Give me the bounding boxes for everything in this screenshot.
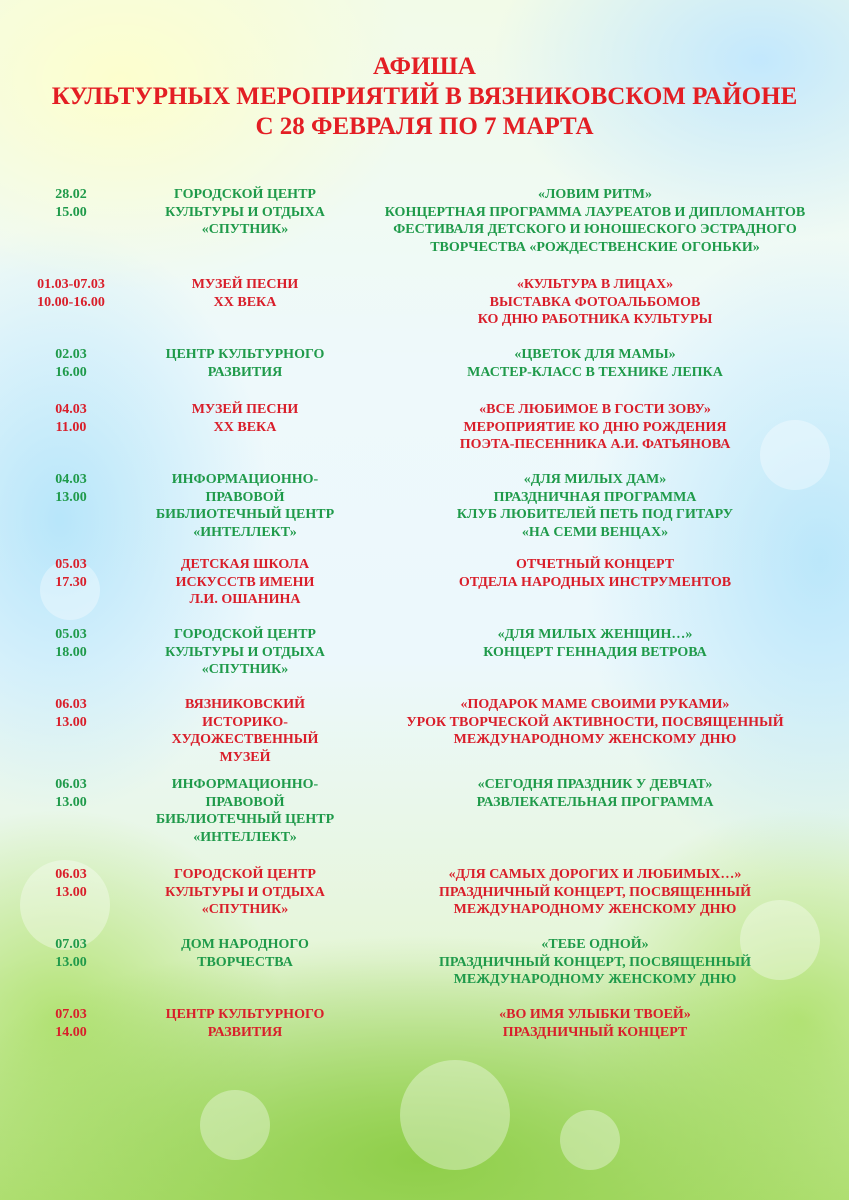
event-date-line: 18.00	[55, 644, 87, 660]
event-desc	[355, 776, 835, 811]
event-desc-line: ВЫСТАВКА ФОТОАЛЬБОМОВ	[489, 294, 701, 310]
event-date-line: 10.00-16.00	[37, 294, 105, 310]
event-venue-line: ПРАВОВОЙ	[205, 489, 285, 505]
event-venue-line: ИСКУССТВ ИМЕНИ	[175, 574, 315, 590]
event-venue-line: РАЗВИТИЯ	[207, 1024, 283, 1040]
event-date-line: 05.03	[55, 557, 87, 572]
event-date-line: 01.03-07.03	[37, 277, 105, 292]
event-venue-line: БИБЛИОТЕЧНЫЙ ЦЕНТР	[155, 812, 335, 827]
event-date	[20, 776, 122, 811]
event-desc	[355, 626, 835, 661]
bokeh-decoration	[560, 1110, 620, 1170]
event-date-line: 13.00	[55, 884, 87, 900]
event-date	[20, 556, 122, 591]
event-desc-line: «ЦВЕТОК ДЛЯ МАМЫ»	[514, 347, 676, 362]
event-date	[20, 936, 122, 971]
event-date	[20, 1006, 122, 1041]
event-desc	[355, 471, 835, 541]
event-venue	[140, 401, 350, 436]
event-venue	[140, 471, 350, 541]
event-date-line: 14.00	[55, 1024, 87, 1040]
event-venue-line: БИБЛИОТЕЧНЫЙ ЦЕНТР	[155, 507, 335, 522]
event-date-line: 07.03	[55, 1007, 87, 1022]
event-venue-line: «СПУТНИК»	[201, 222, 289, 237]
bokeh-decoration	[400, 1060, 510, 1170]
event-date-line: 13.00	[55, 489, 87, 505]
event-venue-line: КУЛЬТУРЫ И ОТДЫХА	[165, 644, 325, 660]
event-desc-line: «ВО ИМЯ УЛЫБКИ ТВОЕЙ»	[499, 1007, 691, 1022]
event-desc-line: «ВСЕ ЛЮБИМОЕ В ГОСТИ ЗОВУ»	[479, 402, 711, 417]
title-line: С 28 ФЕВРАЛЯ ПО 7 МАРТА	[255, 113, 594, 140]
event-venue-line: РАЗВИТИЯ	[207, 364, 283, 380]
event-desc-line: «ДЛЯ МИЛЫХ ЖЕНЩИН…»	[497, 627, 693, 642]
event-date	[20, 471, 122, 506]
event-desc-line: «ПОДАРОК МАМЕ СВОИМИ РУКАМИ»	[460, 697, 730, 712]
event-desc-line: «ДЛЯ МИЛЫХ ДАМ»	[523, 472, 667, 487]
event-desc-line: «ДЛЯ САМЫХ ДОРОГИХ И ЛЮБИМЫХ…»	[448, 867, 742, 882]
event-desc-line: КОНЦЕРТ ГЕННАДИЯ ВЕТРОВА	[483, 644, 707, 660]
event-desc-line: УРОК ТВОРЧЕСКОЙ АКТИВНОСТИ, ПОСВЯЩЕННЫЙ	[406, 714, 784, 730]
event-venue	[140, 186, 350, 239]
event-desc-line: ПРАЗДНИЧНЫЙ КОНЦЕРТ, ПОСВЯЩЕННЫЙ	[438, 884, 752, 900]
event-desc-line: МЕЖДУНАРОДНОМУ ЖЕНСКОМУ ДНЮ	[453, 902, 737, 917]
event-venue-line: «ИНТЕЛЛЕКТ»	[193, 829, 297, 845]
event-desc	[355, 1006, 835, 1041]
event-desc-line: «ЛОВИМ РИТМ»	[537, 187, 653, 202]
event-venue-line: ИСТОРИКО-	[202, 714, 288, 730]
event-venue	[140, 556, 350, 609]
event-venue	[140, 626, 350, 679]
event-desc-line: ФЕСТИВАЛЯ ДЕТСКОГО И ЮНОШЕСКОГО ЭСТРАДНОГО	[393, 222, 797, 237]
event-desc-line: ПРАЗДНИЧНЫЙ КОНЦЕРТ, ПОСВЯЩЕННЫЙ	[438, 954, 752, 970]
event-venue-line: «СПУТНИК»	[201, 662, 289, 677]
event-desc-line: МЕЖДУНАРОДНОМУ ЖЕНСКОМУ ДНЮ	[453, 732, 737, 747]
event-desc-line: КОНЦЕРТНАЯ ПРОГРАММА ЛАУРЕАТОВ И ДИПЛОМАНТОВ	[384, 204, 806, 220]
event-desc	[355, 866, 835, 919]
event-desc-line: МАСТЕР-КЛАСС В ТЕХНИКЕ ЛЕПКА	[467, 364, 723, 380]
event-venue-line: ДЕТСКАЯ ШКОЛА	[180, 557, 310, 572]
event-desc-line: МЕЖДУНАРОДНОМУ ЖЕНСКОМУ ДНЮ	[453, 972, 737, 987]
event-desc	[355, 276, 835, 329]
event-venue-line: «ИНТЕЛЛЕКТ»	[193, 524, 297, 540]
event-venue	[140, 696, 350, 766]
event-desc-line: МЕРОПРИЯТИЕ КО ДНЮ РОЖДЕНИЯ	[463, 419, 727, 435]
title-line: АФИША	[373, 53, 476, 80]
event-desc-line: КО ДНЮ РАБОТНИКА КУЛЬТУРЫ	[477, 312, 713, 327]
event-venue-line: ИНФОРМАЦИОННО-	[171, 472, 319, 487]
event-date-line: 13.00	[55, 714, 87, 730]
event-venue	[140, 866, 350, 919]
event-venue-line: XX ВЕКА	[213, 419, 277, 435]
event-venue-line: ВЯЗНИКОВСКИЙ	[185, 697, 305, 712]
event-venue-line: ХУДОЖЕСТВЕННЫЙ	[171, 732, 319, 747]
event-desc	[355, 556, 835, 591]
event-date-line: 11.00	[55, 419, 87, 435]
event-date-line: 06.03	[55, 697, 87, 712]
event-date	[20, 866, 122, 901]
event-date	[20, 346, 122, 381]
event-venue-line: ТВОРЧЕСТВА	[197, 954, 293, 970]
event-date-line: 07.03	[55, 937, 87, 952]
event-date-line: 04.03	[55, 402, 87, 417]
event-venue	[140, 276, 350, 311]
event-desc	[355, 346, 835, 381]
event-date-line: 16.00	[55, 364, 87, 380]
page-title	[0, 52, 849, 142]
event-date-line: 13.00	[55, 954, 87, 970]
event-desc-line: ОТЧЕТНЫЙ КОНЦЕРТ	[515, 557, 675, 572]
event-date-line: 06.03	[55, 777, 87, 792]
event-venue-line: МУЗЕЙ	[219, 749, 271, 765]
title-line: КУЛЬТУРНЫХ МЕРОПРИЯТИЙ В ВЯЗНИКОВСКОМ РАЙОНЕ	[51, 83, 798, 110]
event-desc-line: «СЕГОДНЯ ПРАЗДНИК У ДЕВЧАТ»	[477, 777, 713, 792]
event-venue	[140, 346, 350, 381]
event-venue-line: ИНФОРМАЦИОННО-	[171, 777, 319, 792]
event-desc-line: ПРАЗДНИЧНАЯ ПРОГРАММА	[493, 489, 697, 505]
event-desc	[355, 401, 835, 454]
event-desc-line: «ТЕБЕ ОДНОЙ»	[541, 937, 649, 952]
event-date	[20, 696, 122, 731]
event-date	[20, 276, 122, 311]
event-venue	[140, 1006, 350, 1041]
event-desc-line: ОТДЕЛА НАРОДНЫХ ИНСТРУМЕНТОВ	[458, 574, 732, 590]
event-desc	[355, 936, 835, 989]
event-date-line: 02.03	[55, 347, 87, 362]
event-desc	[355, 186, 835, 256]
event-desc	[355, 696, 835, 749]
event-venue-line: Л.И. ОШАНИНА	[189, 592, 301, 607]
event-date-line: 15.00	[55, 204, 87, 220]
event-venue	[140, 776, 350, 846]
event-date-line: 17.30	[55, 574, 87, 590]
event-venue-line: XX ВЕКА	[213, 294, 277, 310]
event-venue-line: ГОРОДСКОЙ ЦЕНТР	[174, 187, 316, 202]
event-venue-line: ГОРОДСКОЙ ЦЕНТР	[174, 627, 316, 642]
event-date	[20, 186, 122, 221]
event-desc-line: ПОЭТА-ПЕСЕННИКА А.И. ФАТЬЯНОВА	[459, 437, 731, 452]
event-venue	[140, 936, 350, 971]
event-venue-line: ДОМ НАРОДНОГО	[181, 937, 309, 952]
event-date	[20, 626, 122, 661]
event-desc-line: РАЗВЛЕКАТЕЛЬНАЯ ПРОГРАММА	[476, 794, 714, 810]
event-date-line: 05.03	[55, 627, 87, 642]
event-venue-line: МУЗЕЙ ПЕСНИ	[191, 402, 299, 417]
event-venue-line: ЦЕНТР КУЛЬТУРНОГО	[165, 347, 325, 362]
event-venue-line: ГОРОДСКОЙ ЦЕНТР	[174, 867, 316, 882]
event-desc-line: ТВОРЧЕСТВА «РОЖДЕСТВЕНСКИЕ ОГОНЬКИ»	[430, 239, 760, 255]
event-date-line: 13.00	[55, 794, 87, 810]
bokeh-decoration	[200, 1090, 270, 1160]
event-desc-line: «НА СЕМИ ВЕНЦАХ»	[521, 524, 669, 540]
event-date-line: 28.02	[55, 187, 87, 202]
event-venue-line: «СПУТНИК»	[201, 902, 289, 917]
event-date-line: 06.03	[55, 867, 87, 882]
event-desc-line: ПРАЗДНИЧНЫЙ КОНЦЕРТ	[502, 1024, 688, 1040]
event-venue-line: КУЛЬТУРЫ И ОТДЫХА	[165, 884, 325, 900]
event-desc-line: КЛУБ ЛЮБИТЕЛЕЙ ПЕТЬ ПОД ГИТАРУ	[456, 507, 734, 522]
event-date	[20, 401, 122, 436]
event-date-line: 04.03	[55, 472, 87, 487]
event-venue-line: КУЛЬТУРЫ И ОТДЫХА	[165, 204, 325, 220]
event-venue-line: ПРАВОВОЙ	[205, 794, 285, 810]
event-venue-line: ЦЕНТР КУЛЬТУРНОГО	[165, 1007, 325, 1022]
event-desc-line: «КУЛЬТУРА В ЛИЦАХ»	[516, 277, 674, 292]
event-venue-line: МУЗЕЙ ПЕСНИ	[191, 277, 299, 292]
